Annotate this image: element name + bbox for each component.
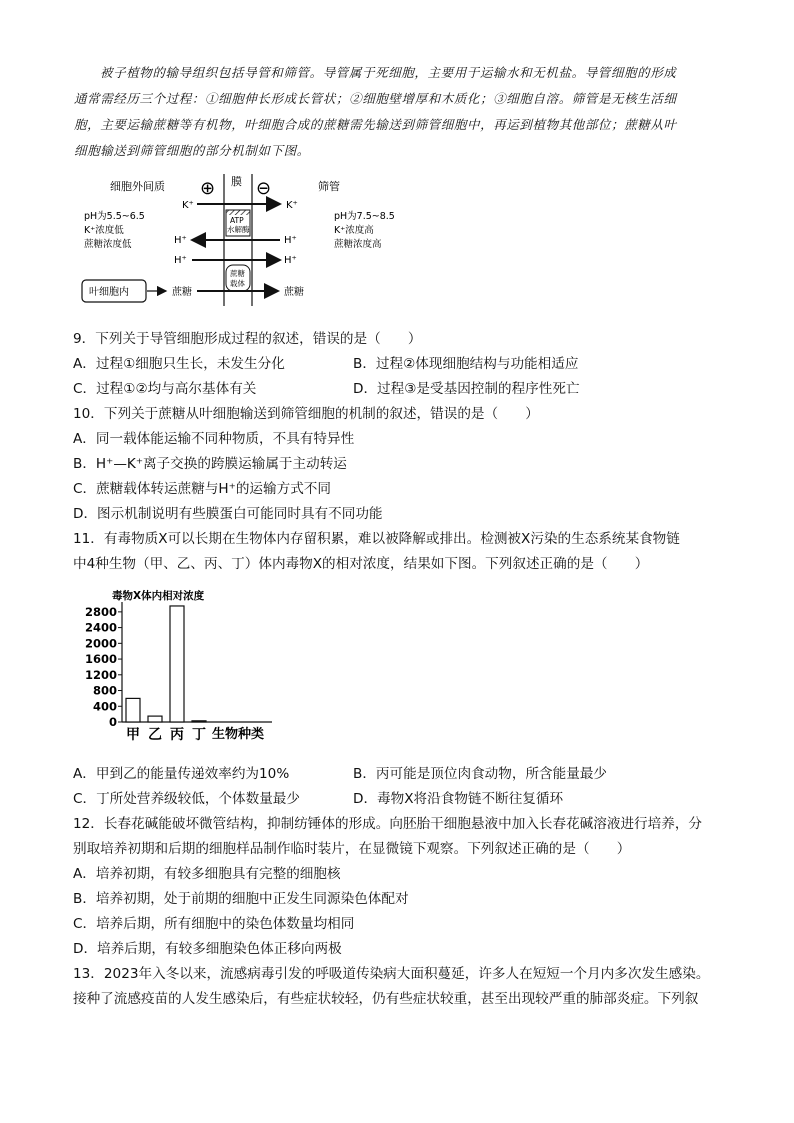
q9-stem: 9．下列关于导管细胞形成过程的叙述，错误的是（ ） xyxy=(73,331,422,347)
q13-stem-line-1: 13．2023年入冬以来，流感病毒引发的呼吸道传染病大面积蔓延，许多人在短短一个月内多次发生感染。 xyxy=(73,966,710,982)
q12-option-a: A．培养初期，有较多细胞具有完整的细胞核 xyxy=(73,866,341,882)
y-tick-label: 2400 xyxy=(84,620,117,635)
y-tick-label: 1600 xyxy=(84,652,117,667)
left-sucrose: 蔗糖浓度低 xyxy=(84,239,132,250)
intro-line-2: 通常需经历三个过程：①细胞伸长形成长管状；②细胞壁增厚和木质化；③细胞自溶。筛管是无核生活细 xyxy=(74,91,677,106)
right-ph: pH为7.5~8.5 xyxy=(334,211,395,222)
bar-丁 xyxy=(192,721,206,722)
q11-option-c: C．丁所处营养级较低，个体数量最少 xyxy=(73,791,300,807)
q12-stem-line-1: 12．长春花碱能破坏微管结构，抑制纺锤体的形成。向胚胎干细胞悬液中加入长春花碱溶液进行培养，分 xyxy=(73,816,703,832)
q11-stem-line-2: 中4种生物（甲、乙、丙、丁）体内毒物X的相对浓度，结果如下图。下列叙述正确的是（ ） xyxy=(73,556,649,572)
right-k: K⁺浓度高 xyxy=(334,225,374,236)
intro-line-1: 被子植物的输导组织包括导管和筛管。导管属于死细胞，主要用于运输水和无机盐。导管细胞的形成 xyxy=(100,65,677,80)
q9-option-d: D．过程③是受基因控制的程序性死亡 xyxy=(353,381,580,397)
q10-stem: 10．下列关于蔗糖从叶细胞输送到筛管细胞的机制的叙述，错误的是（ ） xyxy=(73,406,539,422)
q11-option-a: A．甲到乙的能量传递效率约为10% xyxy=(73,766,290,782)
h-right-label-1: H⁺ xyxy=(284,235,297,246)
left-title: 细胞外间质 xyxy=(110,180,165,193)
q10-option-c: C．蔗糖载体转运蔗糖与H⁺的运输方式不同 xyxy=(73,481,331,497)
q11-option-d: D．毒物X将沿食物链不断往复循环 xyxy=(353,791,564,807)
q11-stem-line-1: 11．有毒物质X可以长期在生物体内存留积累，难以被降解或排出。检测被X污染的生态系统某食物链 xyxy=(73,531,680,547)
k-right-label: K⁺ xyxy=(286,200,298,211)
q12-stem-line-2: 别取培养初期和后期的细胞样品制作临时装片，在显微镜下观察。下列叙述正确的是（ ） xyxy=(73,841,631,857)
y-tick-label: 800 xyxy=(92,683,117,698)
x-tick-label: 丁 xyxy=(192,727,206,743)
y-tick-label: 2000 xyxy=(84,636,117,651)
question-11 xyxy=(73,527,733,577)
y-tick-label: 400 xyxy=(92,699,117,714)
plus-sign: ⊕ xyxy=(200,178,216,199)
atp-hatch xyxy=(226,210,250,215)
q10-option-b: B．H⁺—K⁺离子交换的跨膜运输属于主动转运 xyxy=(73,456,347,472)
q9-option-b: B．过程②体现细胞结构与功能相适应 xyxy=(353,356,579,372)
leaf-cell-label: 叶细胞内 xyxy=(89,287,129,298)
question-13 xyxy=(73,962,733,1012)
q12-option-c: C．培养后期，所有细胞中的染色体数量均相同 xyxy=(73,916,355,932)
x-tick-label: 乙 xyxy=(148,727,162,743)
right-sucrose: 蔗糖浓度高 xyxy=(334,239,382,250)
sucrose-right-label: 蔗糖 xyxy=(284,287,304,298)
y-tick-label: 1200 xyxy=(84,667,117,682)
left-ph: pH为5.5~6.5 xyxy=(84,211,145,222)
intro-line-3: 胞，主要运输蔗糖等有机物，叶细胞合成的蔗糖需先输送到筛管细胞中，再运到植物其他部位；蔗糖从叶 xyxy=(74,117,677,132)
intro-line-4: 细胞输送到筛管细胞的部分机制如下图。 xyxy=(74,143,310,158)
bar-乙 xyxy=(148,716,162,722)
x-tick-label: 甲 xyxy=(126,727,140,743)
membrane-label: 膜 xyxy=(231,175,242,188)
x-tick-label: 丙 xyxy=(170,727,184,743)
y-tick-label: 2800 xyxy=(84,604,117,619)
q10-option-d: D．图示机制说明有些膜蛋白可能同时具有不同功能 xyxy=(73,506,383,522)
bar-丙 xyxy=(170,606,184,722)
q12-option-b: B．培养初期，处于前期的细胞中正发生同源染色体配对 xyxy=(73,891,409,907)
question-9 xyxy=(73,327,733,402)
k-left-label: K⁺ xyxy=(182,200,194,211)
q11-option-b: B．丙可能是顶位肉食动物，所含能量最少 xyxy=(353,766,608,782)
question-11-options xyxy=(73,762,733,812)
bar-甲 xyxy=(126,698,140,722)
q13-stem-line-2: 接种了流感疫苗的人发生感染后，有些症状较轻，仍有些症状较重，甚至出现较严重的肺部炎症。下列叙 xyxy=(73,991,699,1007)
carrier-line-2: 载体 xyxy=(230,279,245,288)
transport-diagram xyxy=(76,170,416,310)
x-axis-label: 生物种类 xyxy=(212,727,265,742)
q12-option-d: D．培养后期，有较多细胞染色体正移向两极 xyxy=(73,941,342,957)
carrier-line-1: 蔗糖 xyxy=(230,269,245,278)
question-10 xyxy=(73,402,733,527)
q9-option-c: C．过程①②均与高尔基体有关 xyxy=(73,381,257,397)
sucrose-left-label: 蔗糖 xyxy=(172,287,192,298)
h-left-label-2: H⁺ xyxy=(174,255,187,266)
y-tick-label: 0 xyxy=(108,715,117,729)
h-right-label-2: H⁺ xyxy=(284,255,297,266)
question-12 xyxy=(73,812,733,962)
right-title: 筛管 xyxy=(318,180,340,193)
q9-option-a: A．过程①细胞只生长，未发生分化 xyxy=(73,356,285,372)
atp-box-line-1: ATP xyxy=(230,216,244,225)
left-k: K⁺浓度低 xyxy=(84,225,124,236)
chart-title: 毒物X体内相对浓度 xyxy=(112,590,205,602)
minus-sign: ⊖ xyxy=(256,178,272,199)
intro-paragraph xyxy=(74,60,730,164)
atp-box-line-2: 水解酶 xyxy=(227,225,250,234)
h-left-label-1: H⁺ xyxy=(174,235,187,246)
q10-option-a: A．同一载体能运输不同种物质，不具有特异性 xyxy=(73,431,355,447)
toxin-concentration-chart xyxy=(76,582,286,752)
